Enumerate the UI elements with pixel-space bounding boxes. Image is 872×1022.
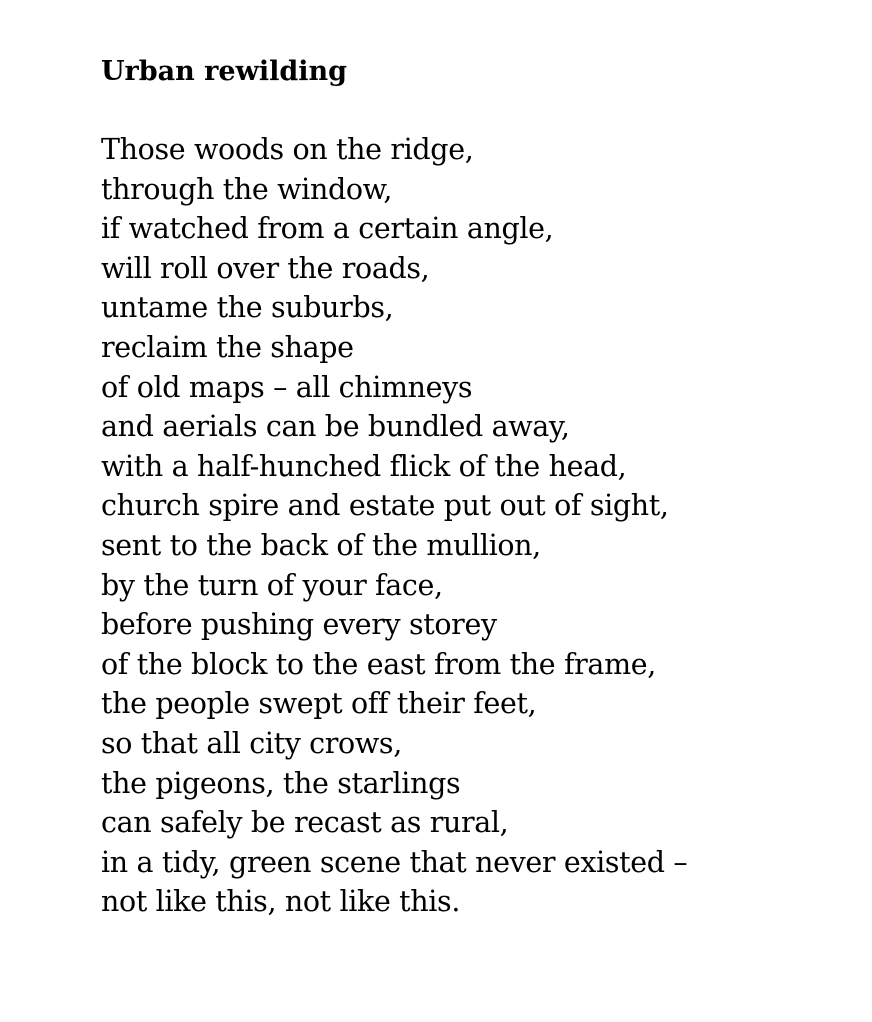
poem-line: by the turn of your face,	[101, 568, 443, 602]
poem-line: sent to the back of the mullion,	[101, 528, 541, 562]
poem-title: Urban rewilding	[101, 56, 347, 87]
poem-line: of old maps – all chimneys	[101, 370, 473, 404]
poem-line: so that all city crows,	[101, 726, 402, 760]
poem-line: the pigeons, the starlings	[101, 766, 461, 800]
poem-line: not like this, not like this.	[101, 885, 461, 919]
poem-line: with a half-hunched flick of the head,	[101, 449, 627, 483]
poem-line: if watched from a certain angle,	[101, 212, 554, 246]
poem-line: untame the suburbs,	[101, 291, 394, 325]
poem-body	[101, 130, 687, 922]
poem-line: and aerials can be bundled away,	[101, 410, 570, 444]
poem-line: reclaim the shape	[101, 330, 354, 364]
poem-line: will roll over the roads,	[101, 251, 430, 285]
poem-line: in a tidy, green scene that never existed –	[101, 845, 688, 879]
poem-line: Those woods on the ridge,	[101, 133, 474, 166]
poem-line: can safely be recast as rural,	[101, 806, 509, 840]
poem-line: church spire and estate put out of sight,	[101, 489, 669, 523]
poem-line: before pushing every storey	[101, 608, 497, 642]
poem-line: the people swept off their feet,	[101, 687, 537, 721]
poem-line: through the window,	[101, 172, 393, 206]
poem-line: of the block to the east from the frame,	[101, 647, 656, 681]
